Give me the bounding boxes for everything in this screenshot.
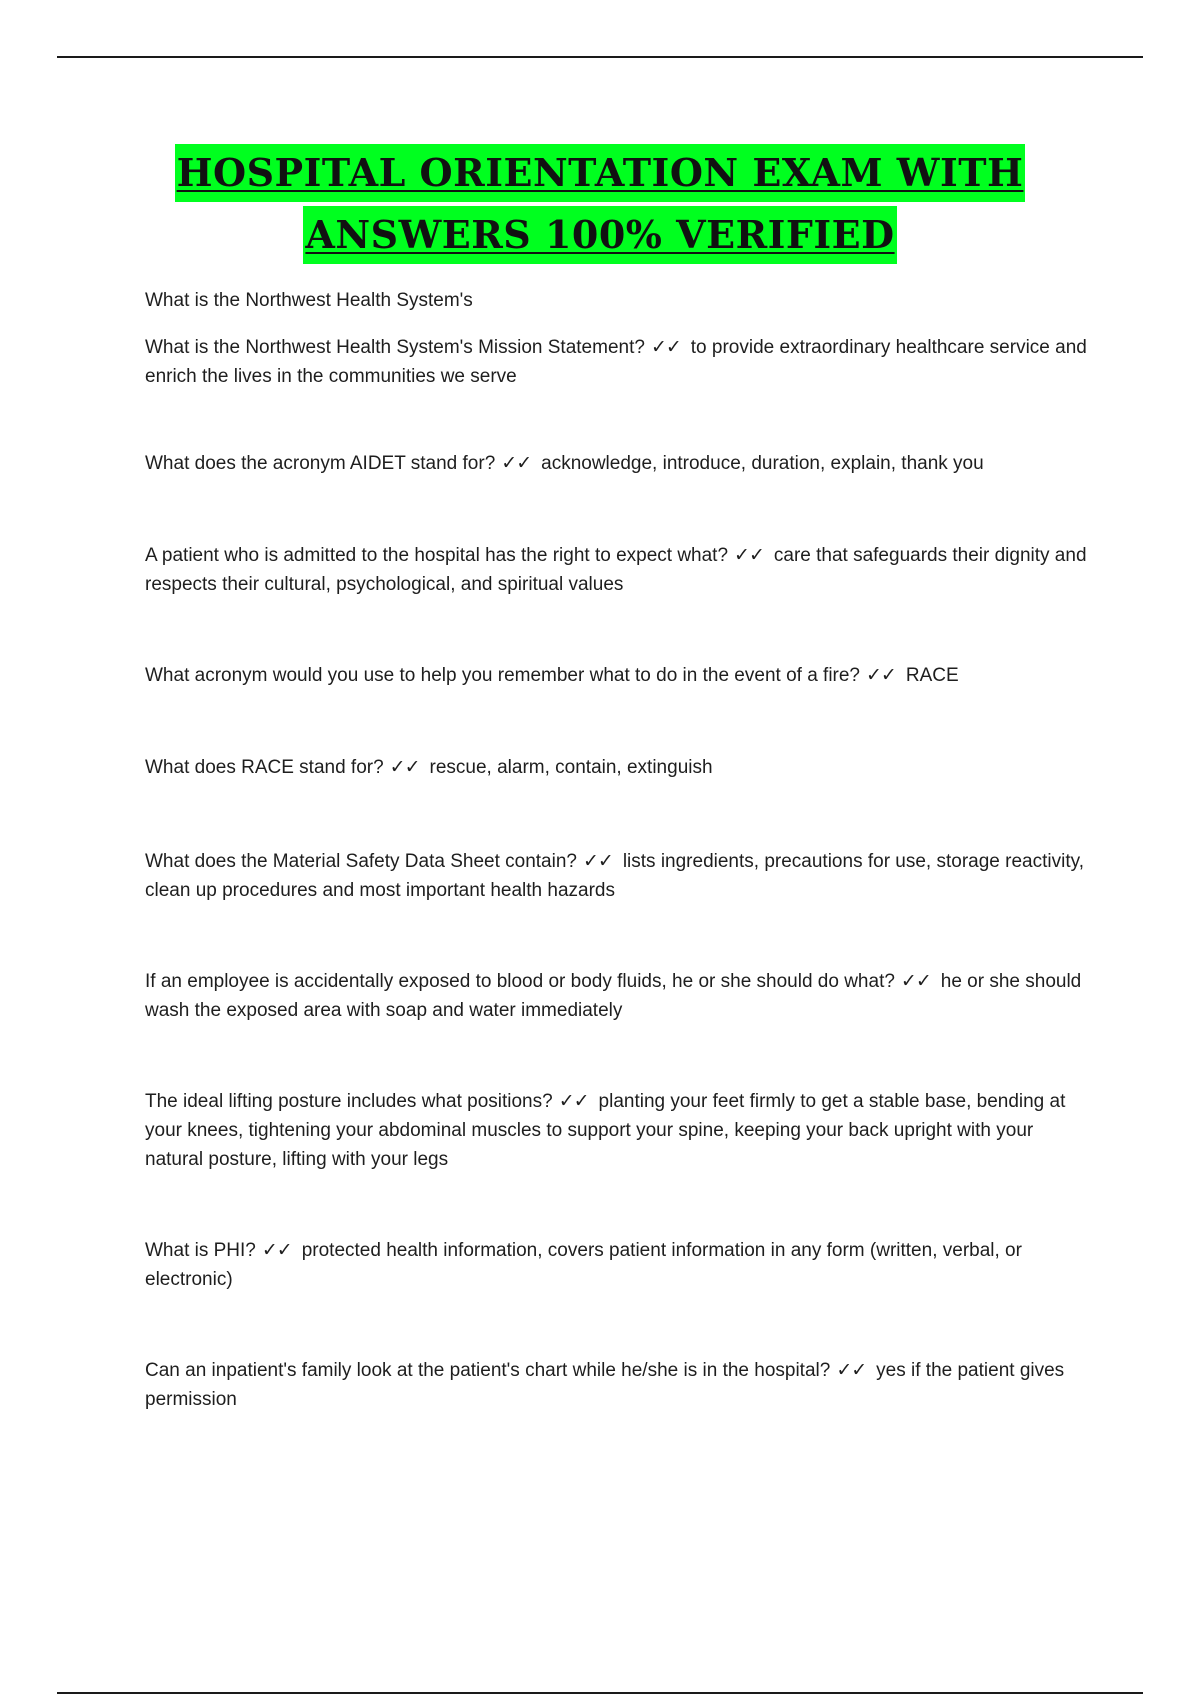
answer-text: protected health information, covers patient information in any form (written, verbal, or electronic) — [145, 1240, 1022, 1290]
check-icon: ✓✓ — [501, 452, 532, 474]
answer-text: to provide extraordinary healthcare service and enrich the lives in the communities we serve — [145, 337, 1087, 387]
question-text: Can an inpatient's family look at the patient's chart while he/she is in the hospital? — [145, 1360, 831, 1381]
qa-item-1 — [145, 333, 1095, 391]
check-icon: ✓✓ — [558, 1090, 589, 1112]
check-icon: ✓✓ — [582, 850, 613, 872]
answer-text: rescue, alarm, contain, extinguish — [429, 757, 713, 778]
answer-text: he or she should wash the exposed area with soap and water immediately — [145, 971, 1082, 1021]
question-text: What does the acronym AIDET stand for? — [145, 453, 496, 474]
answer-text: yes if the patient gives permission — [145, 1360, 1065, 1410]
qa-item-7 — [145, 967, 1095, 1025]
question-text: What is the Northwest Health System's Mission Statement? — [145, 337, 645, 358]
question-text: What acronym would you use to help you remember what to do in the event of a fire? — [145, 665, 860, 686]
question-text: What does RACE stand for? — [145, 757, 384, 778]
check-icon: ✓✓ — [836, 1359, 867, 1381]
check-icon: ✓✓ — [866, 664, 896, 686]
question-text: What does the Material Safety Data Sheet contain? — [145, 851, 577, 872]
qa-item-6 — [145, 847, 1095, 905]
question-text: A patient who is admitted to the hospital has the right to expect what? — [145, 545, 729, 566]
question-text: If an employee is accidentally exposed to blood or body fluids, he or she should do what? — [145, 971, 895, 992]
qa-item-5 — [145, 753, 1095, 782]
answer-text: care that safeguards their dignity and respects their cultural, psychological, and spiritual values — [145, 545, 1087, 595]
question-text: What is PHI? — [145, 1240, 256, 1261]
check-icon: ✓✓ — [734, 544, 764, 566]
answer-text: planting your feet firmly to get a stable base, bending at your knees, tightening your abdominal muscles to support your spine, keeping your back upright with your natural posture, lifting with your legs — [145, 1091, 1066, 1170]
qa-item-8 — [145, 1087, 1095, 1174]
question-text: The ideal lifting posture includes what positions? — [145, 1091, 553, 1112]
qa-item-4 — [145, 661, 1095, 690]
intro-text: What is the Northwest Health System's — [145, 290, 473, 311]
document-body — [145, 286, 1095, 1414]
qa-item-2 — [145, 449, 1095, 478]
check-icon: ✓✓ — [650, 336, 681, 358]
document-title — [0, 144, 1200, 264]
check-icon: ✓✓ — [389, 756, 420, 778]
title-line-2: ANSWERS 100% VERIFIED — [303, 206, 896, 264]
top-rule — [57, 56, 1143, 58]
check-icon: ✓✓ — [900, 970, 931, 992]
title-line-1: HOSPITAL ORIENTATION EXAM WITH — [175, 144, 1026, 202]
check-icon: ✓✓ — [261, 1239, 292, 1261]
bottom-rule — [57, 1692, 1143, 1694]
answer-text: RACE — [905, 665, 959, 686]
answer-text: acknowledge, introduce, duration, explain, thank you — [541, 453, 984, 474]
qa-item-3 — [145, 541, 1095, 599]
answer-text: lists ingredients, precautions for use, storage reactivity, clean up procedures and most important health hazards — [145, 851, 1084, 901]
qa-item-9 — [145, 1236, 1095, 1294]
qa-item-10 — [145, 1356, 1095, 1414]
